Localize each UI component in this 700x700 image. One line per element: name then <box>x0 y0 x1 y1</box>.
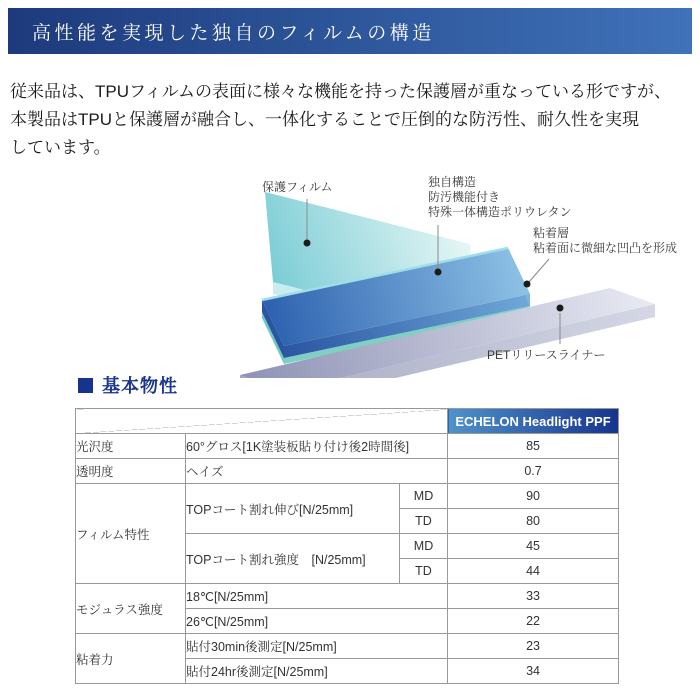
layer-stack-illustration <box>0 163 700 378</box>
adhesive-layer-dot <box>524 281 531 288</box>
unique-structure-dot <box>435 269 442 276</box>
label-line: 粘着層 <box>533 226 570 240</box>
table-cell-cond: 貼付30min後測定[N/25mm] <box>186 634 448 659</box>
label-adhesive-layer <box>533 226 677 256</box>
table-cell-val: 0.7 <box>448 459 619 484</box>
table-cell-cond: 26℃[N/25mm] <box>186 609 448 634</box>
table-row <box>76 634 619 659</box>
product-header-cell: ECHELON Headlight PPF <box>448 409 619 434</box>
table-cell-prop: モジュラス強度 <box>76 584 186 634</box>
table-header-row <box>76 409 619 434</box>
table-cell-dir: MD <box>400 534 448 559</box>
table-cell-prop: 光沢度 <box>76 434 186 459</box>
table-row <box>76 584 619 609</box>
table-cell-cond: TOPコート割れ強度 [N/25mm] <box>186 534 400 584</box>
table-cell-val: 85 <box>448 434 619 459</box>
table-cell-val: 90 <box>448 484 619 509</box>
properties-table-wrap <box>75 408 618 684</box>
section-heading <box>78 372 178 398</box>
label-pet-liner: PETリリースライナー <box>487 348 606 362</box>
table-cell-val: 33 <box>448 584 619 609</box>
diagonal-header-cell <box>76 409 448 434</box>
film-structure-diagram <box>0 163 700 378</box>
properties-table <box>75 408 619 684</box>
table-row <box>76 459 619 484</box>
section-bullet-square <box>78 378 93 393</box>
label-protective-film: 保護フィルム <box>262 180 333 194</box>
intro-line: しています。 <box>10 138 111 157</box>
table-cell-val: 22 <box>448 609 619 634</box>
table-cell-dir: TD <box>400 509 448 534</box>
table-cell-val: 23 <box>448 634 619 659</box>
table-cell-val: 44 <box>448 559 619 584</box>
table-cell-dir: MD <box>400 484 448 509</box>
protective-film-dot <box>304 240 311 247</box>
table-cell-dir: TD <box>400 559 448 584</box>
section-title: 基本物性 <box>102 376 178 396</box>
table-row <box>76 434 619 459</box>
table-cell-cond: 貼付24hr後測定[N/25mm] <box>186 659 448 684</box>
title-banner <box>8 8 692 54</box>
table-row <box>76 484 619 509</box>
page-title: 高性能を実現した独自のフィルムの構造 <box>32 21 435 44</box>
label-line: 独自構造 <box>428 175 477 189</box>
intro-line: 本製品はTPUと保護層が融合し、一体化することで圧倒的な防汚性、耐久性を実現 <box>10 110 639 129</box>
table-cell-cond: 60°グロス[1K塗装板貼り付け後2時間後] <box>186 434 448 459</box>
table-cell-val: 34 <box>448 659 619 684</box>
label-line: 粘着面に微細な凹凸を形成 <box>533 241 678 255</box>
label-unique-structure <box>428 175 572 220</box>
table-cell-prop: 粘着力 <box>76 634 186 684</box>
table-cell-val: 45 <box>448 534 619 559</box>
table-cell-cond: TOPコート割れ伸び[N/25mm] <box>186 484 400 534</box>
table-cell-prop: フィルム特性 <box>76 484 186 584</box>
label-line: 防汚機能付き <box>428 190 501 204</box>
intro-paragraph <box>10 78 690 162</box>
table-cell-val: 80 <box>448 509 619 534</box>
intro-line: 従来品は、TPUフィルムの表面に様々な機能を持った保護層が重なっている形ですが、 <box>10 82 671 101</box>
table-cell-cond: 18℃[N/25mm] <box>186 584 448 609</box>
table-cell-cond: ヘイズ <box>186 459 448 484</box>
label-line: 特殊一体構造ポリウレタン <box>428 205 572 219</box>
pet-liner-dot <box>557 305 564 312</box>
properties-table-body <box>76 434 619 684</box>
table-cell-prop: 透明度 <box>76 459 186 484</box>
